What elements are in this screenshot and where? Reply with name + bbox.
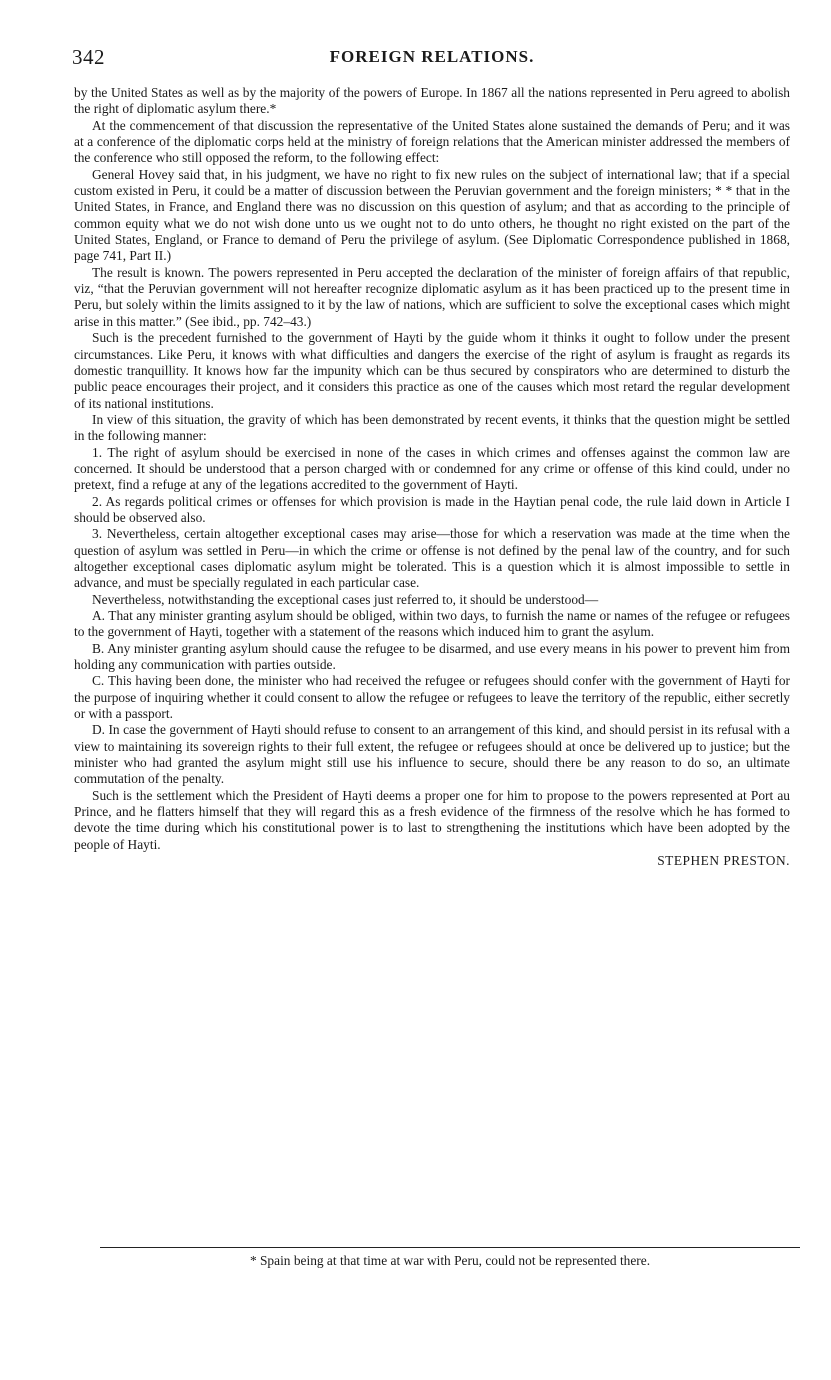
paragraph: At the commencement of that discussion the representative of the United States alone sustained the demands of Peru; and it was at a conference of the diplomatic corps held at the ministry of foreign relations that the American minister addressed the members of the conference who still opposed the reform, to the following effect: [74,117,790,166]
paragraph: Such is the settlement which the President of Hayti deems a proper one for him to propose to the powers represented at Port au Prince, and he flatters himself that they will regard this as a fresh evidence of the firmness of the resolve which he has formed to devote the time during which his constitutional power is to last to strengthening the institutions which have been adopted by the people of Hayti. [74,787,790,852]
page-header [72,45,792,73]
body-text [74,85,790,870]
list-item: B. Any minister granting asylum should cause the refugee to be disarmed, and use every means in his power to prevent him from holding any communication with parties outside. [74,640,790,673]
paragraph: Nevertheless, notwithstanding the exceptional cases just referred to, it should be understood— [92,591,599,607]
list-item: 1. The right of asylum should be exercised in none of the cases in which crimes and offenses against the common law are concerned. It should be understood that a person charged with or condemned for any crime or offense of this kind could, under no pretext, find a refuge at any of the legations accredited to the government of Hayti. [74,444,790,493]
signature: STEPHEN PRESTON. [657,853,790,869]
paragraph: The result is known. The powers represented in Peru accepted the declaration of the minister of foreign affairs of that republic, viz, “that the Peruvian government will not hereafter recognize diplomatic asylum as it has been practiced up to the present time in Peru, but solely within the limits assigned to it by the law of nations, which are sufficient to solve the exceptional cases which might arise in this matter.” (See ibid., pp. 742–43.) [74,264,790,329]
list-item: D. In case the government of Hayti should refuse to consent to an arrangement of this kind, and should persist in its refusal with a view to maintaining its sovereign rights to their full extent, the refugee or refugees should at once be delivered up to justice; but the minister who had granted the asylum might still use his influence to secure, should there be any reason to do so, an ultimate commutation of the penalty. [74,722,790,787]
list-item: 3. Nevertheless, certain altogether exceptional cases may arise—those for which a reservation was made at the time when the question of asylum was settled in Peru—in which the crime or offense is not defined by the penal law of the country, and for such altogether exceptional cases diplomatic asylum might be tolerated. This is a question which it is almost impossible to settle in advance, and must be specially regulated in each particular case. [74,526,790,591]
paragraph: by the United States as well as by the majority of the powers of Europe. In 1867 all the nations represented in Peru agreed to abolish the right of diplomatic asylum there.* [74,85,790,117]
paragraph: General Hovey said that, in his judgment, we have no right to fix new rules on the subject of international law; that if a special custom existed in Peru, it could be a matter of discussion between the Peruvian government and the foreign ministers; * * that in the United States, in France, and England there was no discussion on this question of asylum; and that as according to the principle of common equity what we do not wish done unto us we ought not to do unto others, he thought no right existed on the part of the United States, England, or France to demand of Peru the privilege of asylum. (See Diplomatic Correspondence published in 1868, page 741, Part II.) [74,166,790,264]
list-item: 2. As regards political crimes or offenses for which provision is made in the Haytian penal code, the rule laid down in Article I should be observed also. [74,493,790,525]
paragraph: Such is the precedent furnished to the government of Hayti by the guide whom it thinks it ought to follow under the present circumstances. Like Peru, it knows with what difficulties and dangers the exercise of the right of asylum is fraught as regards its domestic tranquillity. It knows how far the impunity which can be thus secured by conspirators who are determined to disturb the public peace encourages their project, and it considers this practice as one of the causes which most retard the regular development of its national institutions. [74,330,790,411]
running-title: FOREIGN RELATIONS. [329,47,535,66]
paragraph: In view of this situation, the gravity of which has been demonstrated by recent events, it thinks that the question might be settled in the following manner: [74,411,790,444]
list-item: A. That any minister granting asylum should be obliged, within two days, to furnish the name or names of the refugee or refugees to the government of Hayti, together with a statement of the reasons which induced him to grant the asylum. [74,608,790,640]
footnote-divider [100,1247,800,1248]
page-number: 342 [72,45,105,69]
list-item: C. This having been done, the minister who had received the refugee or refugees should confer with the government of Hayti for the purpose of inquiring whether it could consent to allow the refugee or refugees to leave the territory of the republic, either secretly or with a passport. [74,673,790,722]
footnote: * Spain being at that time at war with Peru, could not be represented there. [249,1253,651,1268]
